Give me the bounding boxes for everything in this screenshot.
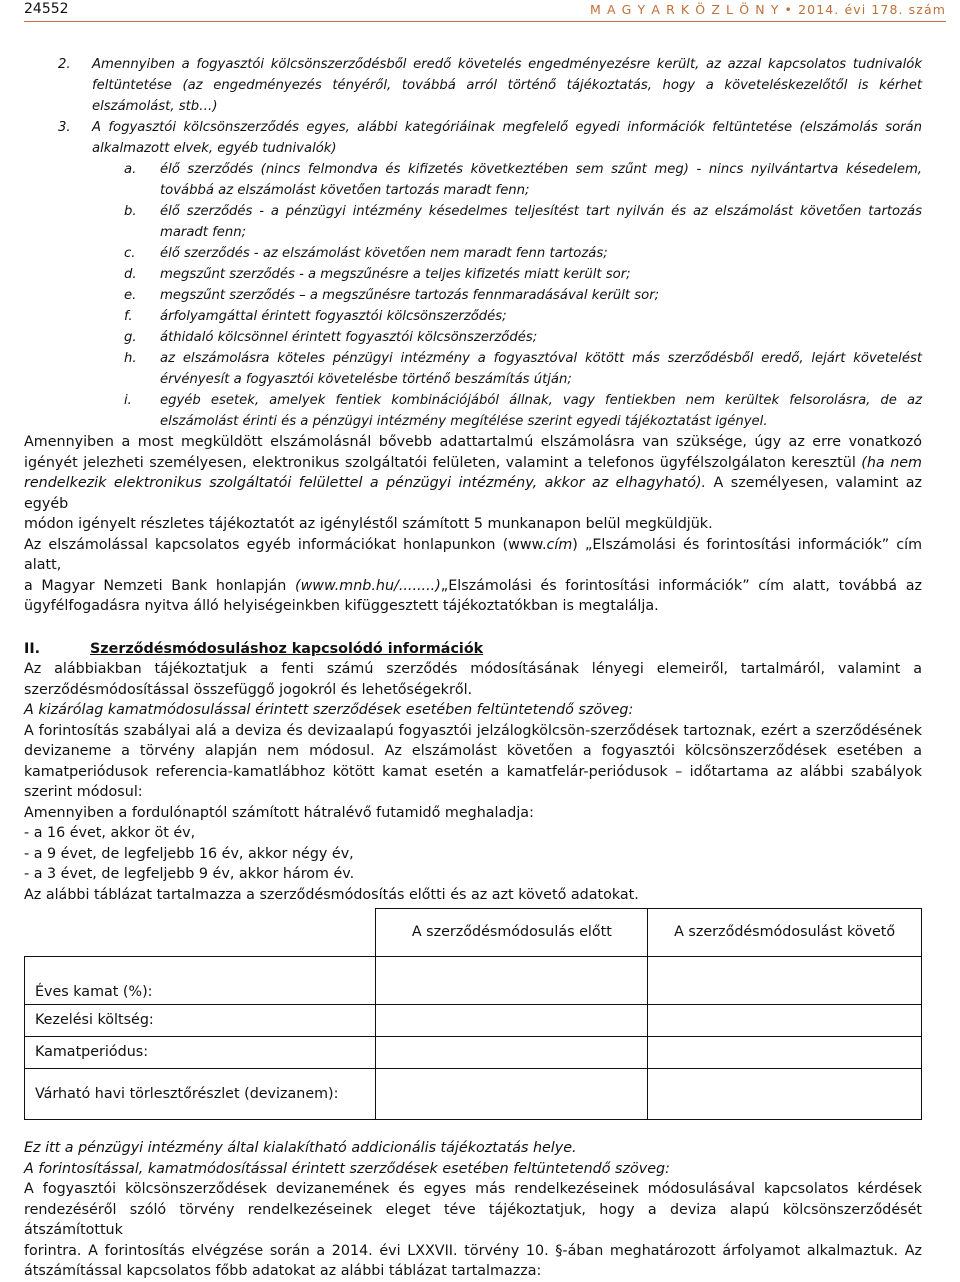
- list-text: [160, 159, 922, 201]
- section-title: Szerződésmódosuláshoz kapcsolódó információk: [90, 640, 484, 657]
- text-line: módon igényelt részletes tájékoztatót az igényléstől számított 5 munkanapon belül megküldjük.: [24, 516, 713, 532]
- paragraph-web-info: [24, 535, 922, 617]
- list-text: [160, 285, 922, 306]
- table-header-row: [25, 909, 922, 957]
- text-line: rendelkezik elektronikus szolgáltatói felülettel a pénzügyi intézmény, akkor az elhagyható). A személyesen, valamint az egyéb: [24, 475, 923, 512]
- text-line: forintra. A forintosítás elvégzése során a 2014. évi LXXVII. törvény 10. §-ában meghatározott árfolyamot alkalmaztuk. Az: [24, 1242, 922, 1259]
- modification-table: [24, 908, 922, 1120]
- table-row: [25, 1069, 922, 1120]
- text-line: átszámítással kapcsolatos főbb adatokat az alábbi táblázat tartalmazza:: [24, 1263, 542, 1279]
- text-line: árfolyamgáttal érintett fogyasztói kölcsönszerződés;: [160, 309, 507, 324]
- table-row: [25, 957, 922, 1005]
- text-line: igényét jelezheti személyesen, elektronikus szolgáltatói felületen, valamint a telefonos ügyfélszolgálaton keresztül (ha nem: [24, 454, 922, 471]
- italic-note: Ez itt a pénzügyi intézmény által kialakítható addicionális tájékoztatás helye.: [24, 1140, 577, 1156]
- section-number: II.: [24, 640, 41, 657]
- text-line: Amennyiben a fogyasztói kölcsönszerződésből eredő követelés engedményezésre került, az azzal kapcsolatos tudnivalók: [92, 57, 922, 72]
- lettered-item: [24, 327, 922, 348]
- row-label: Éves kamat (%):: [25, 957, 376, 1005]
- list-text: [92, 117, 922, 159]
- row-label: Kamatperiódus:: [25, 1037, 376, 1069]
- text-line: A fogyasztói kölcsönszerződések devizanemének és egyes más rendelkezéseinek módosulásával kapcsolatos kérdések: [24, 1181, 922, 1197]
- list-text: [160, 264, 922, 285]
- list-text: [92, 54, 922, 117]
- text-line: élő szerződés - a pénzügyi intézmény késedelmes teljesítést tart nyilván és az elszámolást követően tartozás: [160, 204, 922, 219]
- list-label: b.: [124, 204, 137, 219]
- list-text: [160, 243, 922, 264]
- text-line: A forintosítás szabályai alá a deviza és devizaalapú fogyasztói jelzálogkölcsön-szerződések tartoznak, ezért a szerződésének: [24, 722, 922, 739]
- table-cell: [648, 957, 922, 1005]
- text-line: a Magyar Nemzeti Bank honlapján (www.mnb.hu/........)„Elszámolási és forintosítási információk” cím alatt, továbbá az: [24, 577, 922, 594]
- text-line: áthidaló kölcsönnel érintett fogyasztói kölcsönszerződés;: [160, 330, 538, 345]
- text-line: kamatperiódusok referencia-kamatlábhoz kötött kamat esetén a kamatfelár-periódusok – időtartama az alábbi szabályok: [24, 763, 922, 780]
- numbered-item: [24, 54, 922, 117]
- lettered-item: [24, 348, 922, 390]
- list-label: e.: [124, 288, 137, 303]
- list-label: 2.: [58, 57, 71, 72]
- text-line: maradt fenn;: [160, 225, 247, 240]
- text-line: megszűnt szerződés – a megszűnésre tartozás fennmaradásával került sor;: [160, 288, 660, 303]
- list-label: d.: [124, 267, 137, 282]
- list-text: [160, 390, 922, 432]
- list-text: [160, 348, 922, 390]
- text-line: elszámolást érinti és a pénzügyi intézmény megítélése szerint egyedi tájékoztatást igényel.: [160, 414, 768, 429]
- lettered-item: [24, 159, 922, 201]
- text-line: élő szerződés - az elszámolást követően nem maradt fenn tartozás;: [160, 246, 608, 261]
- text-line: szerződésmódosítással összefüggő jogokról és lehetőségekről.: [24, 681, 473, 698]
- column-header: A szerződésmódosulás előtt: [376, 909, 648, 957]
- table-cell: [376, 1037, 648, 1069]
- text-line: Az alábbiakban tájékoztatjuk a fenti számú szerződés módosításának lényegi elemeiről, tartalmáról, valamint a: [24, 661, 922, 677]
- header-rule: [24, 21, 946, 22]
- page-number: 24552: [24, 1, 69, 17]
- italic-heading: A forintosítással, kamatmódosítással érintett szerződések esetében feltüntetendő szöveg:: [24, 1160, 670, 1177]
- text-line: ügyfélfogadásra nyitva álló helyiségeinkben kifüggesztett tájékoztatókban is megtalálja.: [24, 598, 659, 614]
- table-cell: [648, 1005, 922, 1037]
- list-label: h.: [124, 351, 137, 366]
- row-label: Várható havi törlesztőrészlet (devizanem):: [25, 1069, 376, 1120]
- text-line: érvényesít a fogyasztói követelésbe történő beszámítás útján;: [160, 372, 572, 387]
- text-line: feltüntetése (az engedményezés tényéről, továbbá arról történő tájékoztatás, hogy a követeléskezelőtől is kérhet: [92, 78, 922, 93]
- table-row: [25, 1037, 922, 1069]
- list-label: 3.: [58, 120, 71, 135]
- table-cell: [376, 1005, 648, 1037]
- text-line: Az elszámolással kapcsolatos egyéb információkat honlapunkon (www.cím) „Elszámolási és forintosítási információk” cím alatt,: [24, 536, 922, 573]
- text-line: Amennyiben a fordulónaptól számított hátralévő futamidő meghaladja:: [24, 804, 534, 821]
- text-line: az elszámolásra köteles pénzügyi intézmény a fogyasztóval kötött más szerződésből eredő, lejárt követelést: [160, 351, 922, 366]
- text-line: továbbá az elszámolást követően tartozás maradt fenn;: [160, 183, 530, 198]
- column-header: A szerződésmódosulást követő: [648, 909, 922, 957]
- table-intro: Az alábbi táblázat tartalmazza a szerződésmódosítás előtti és az azt követő adatokat.: [24, 886, 639, 903]
- text-line: rendezéséről szóló törvény rendelkezéseinek eleget téve tájékoztatjuk, hogy a deviza alapú kölcsönszerződését átszámítottuk: [24, 1201, 922, 1238]
- text-line: devizaneme a törvény alapján nem módosul. Az elszámolást követően a fogyasztói kölcsönszerződések esetében a: [24, 743, 922, 759]
- lettered-item: [24, 201, 922, 243]
- lettered-item: [24, 285, 922, 306]
- list-label: c.: [124, 246, 136, 261]
- journal-title: M A G Y A R K Ö Z L Ö N Y • 2014. évi 178. szám: [590, 2, 946, 17]
- bullet-item: - a 3 évet, de legfeljebb 9 év, akkor három év.: [24, 866, 355, 882]
- numbered-item: [24, 117, 922, 159]
- list-text: [160, 201, 922, 243]
- table-cell: [376, 957, 648, 1005]
- table-cell: [648, 1037, 922, 1069]
- paragraph-more-info: [24, 432, 922, 535]
- lettered-item: [24, 264, 922, 285]
- bullet-item: - a 16 évet, akkor öt év,: [24, 825, 196, 841]
- list-label: g.: [124, 330, 137, 345]
- page-header: [24, 0, 946, 22]
- list-text: [160, 306, 922, 327]
- text-line: egyéb esetek, amelyek fentiek kombinációjából állnak, vagy fentiekben nem kerültek felsorolásra, de az: [160, 393, 922, 408]
- lettered-item: [24, 306, 922, 327]
- table-cell: [648, 1069, 922, 1120]
- list-label: a.: [124, 162, 137, 177]
- table-row: [25, 1005, 922, 1037]
- text-line: elszámolást, stb…): [92, 99, 218, 114]
- document-body: [24, 54, 922, 1282]
- lettered-item: [24, 390, 922, 432]
- text-line: alkalmazott elvek, egyéb tudnivalók): [92, 141, 337, 156]
- list-label: f.: [124, 309, 133, 324]
- table-cell: [376, 1069, 648, 1120]
- list-text: [160, 327, 922, 348]
- list-label: i.: [124, 393, 132, 408]
- text-line: Amennyiben a most megküldött elszámolásnál bővebb adattartalmú elszámolásra van szüksége, úgy az erre vonatkozó: [24, 434, 922, 450]
- italic-heading: A kizárólag kamatmódosulással érintett szerződések esetében feltüntetendő szöveg:: [24, 702, 634, 718]
- text-line: élő szerződés (nincs felmondva és kifizetés következtében sem szűnt meg) - nincs nyilvántartva késedelem,: [160, 162, 922, 177]
- bullet-item: - a 9 évet, de legfeljebb 16 év, akkor négy év,: [24, 845, 354, 862]
- text-line: megszűnt szerződés - a megszűnésre a teljes kifizetés miatt került sor;: [160, 267, 631, 282]
- text-line: szerint módosul:: [24, 784, 143, 800]
- section-heading: [24, 639, 922, 660]
- row-label: Kezelési költség:: [25, 1005, 376, 1037]
- lettered-item: [24, 243, 922, 264]
- text-line: A fogyasztói kölcsönszerződés egyes, alábbi kategóriáinak megfelelő egyedi információk feltüntetése (elszámolás során: [92, 120, 922, 135]
